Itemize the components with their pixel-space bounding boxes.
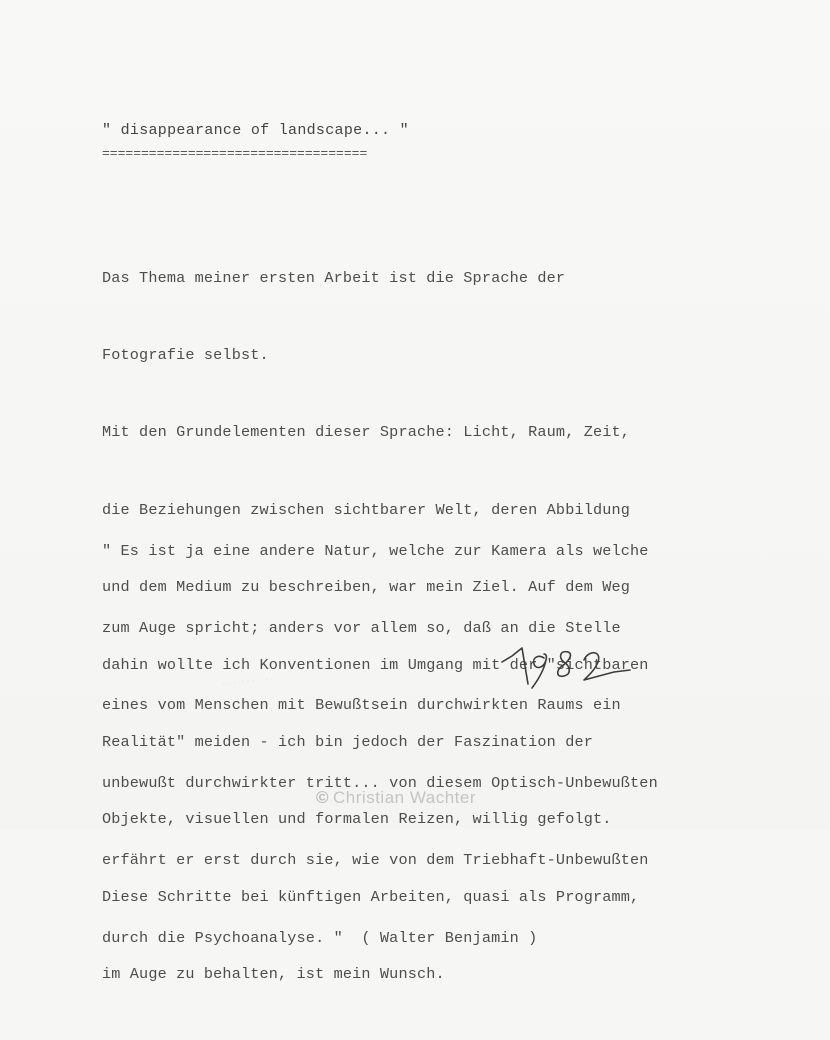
text-line: zum Auge spricht; anders vor allem so, daß an die Stelle [102, 618, 621, 637]
text-line: Das Thema meiner ersten Arbeit ist die Sprache der [102, 268, 566, 287]
text-line: eines vom Menschen mit Bewußtsein durchwirkten Raums ein [102, 696, 621, 715]
document-title: " disappearance of landscape... " [102, 122, 409, 139]
text-line: durch die Psychoanalyse. " ( Walter Benjamin ) [102, 928, 538, 947]
title-underline: ================================== [102, 146, 368, 161]
text-line: und dem Medium zu beschreiben, war mein Ziel. Auf dem Weg [102, 578, 631, 597]
text-line: die Beziehungen zwischen sichtbarer Welt, deren Abbildung [102, 500, 631, 519]
text-line: " Es ist ja eine andere Natur, welche zur Kamera als welche [102, 541, 649, 560]
faint-pencil-mark: · · · · · · · · [221, 673, 269, 689]
copyright-stamp [316, 788, 476, 808]
text-line: erfährt er erst durch sie, wie von dem Triebhaft-Unbewußten [102, 851, 649, 870]
text-line: Realität" meiden - ich bin jedoch der Faszination der [102, 732, 593, 751]
copyright-icon: © [316, 788, 330, 807]
handwritten-year-signature [498, 636, 633, 692]
text-line: Diese Schritte bei künftigen Arbeiten, quasi als Programm, [102, 887, 640, 906]
text-line: Mit den Grundelementen dieser Sprache: Licht, Raum, Zeit, [102, 423, 631, 442]
text-line: im Auge zu behalten, ist mein Wunsch. [102, 965, 445, 984]
text-line: unbewußt durchwirkter tritt... von diesem Optisch-Unbewußten [102, 773, 658, 792]
paragraph-quote [102, 487, 658, 1003]
text-line: dahin wollte ich Konventionen im Umgang mit der "sichtbaren [102, 655, 649, 674]
copyright-name: Christian Wachter [333, 788, 476, 807]
text-line: Objekte, visuellen und formalen Reizen, willig gefolgt. [102, 810, 612, 829]
text-line: Fotografie selbst. [102, 345, 269, 364]
